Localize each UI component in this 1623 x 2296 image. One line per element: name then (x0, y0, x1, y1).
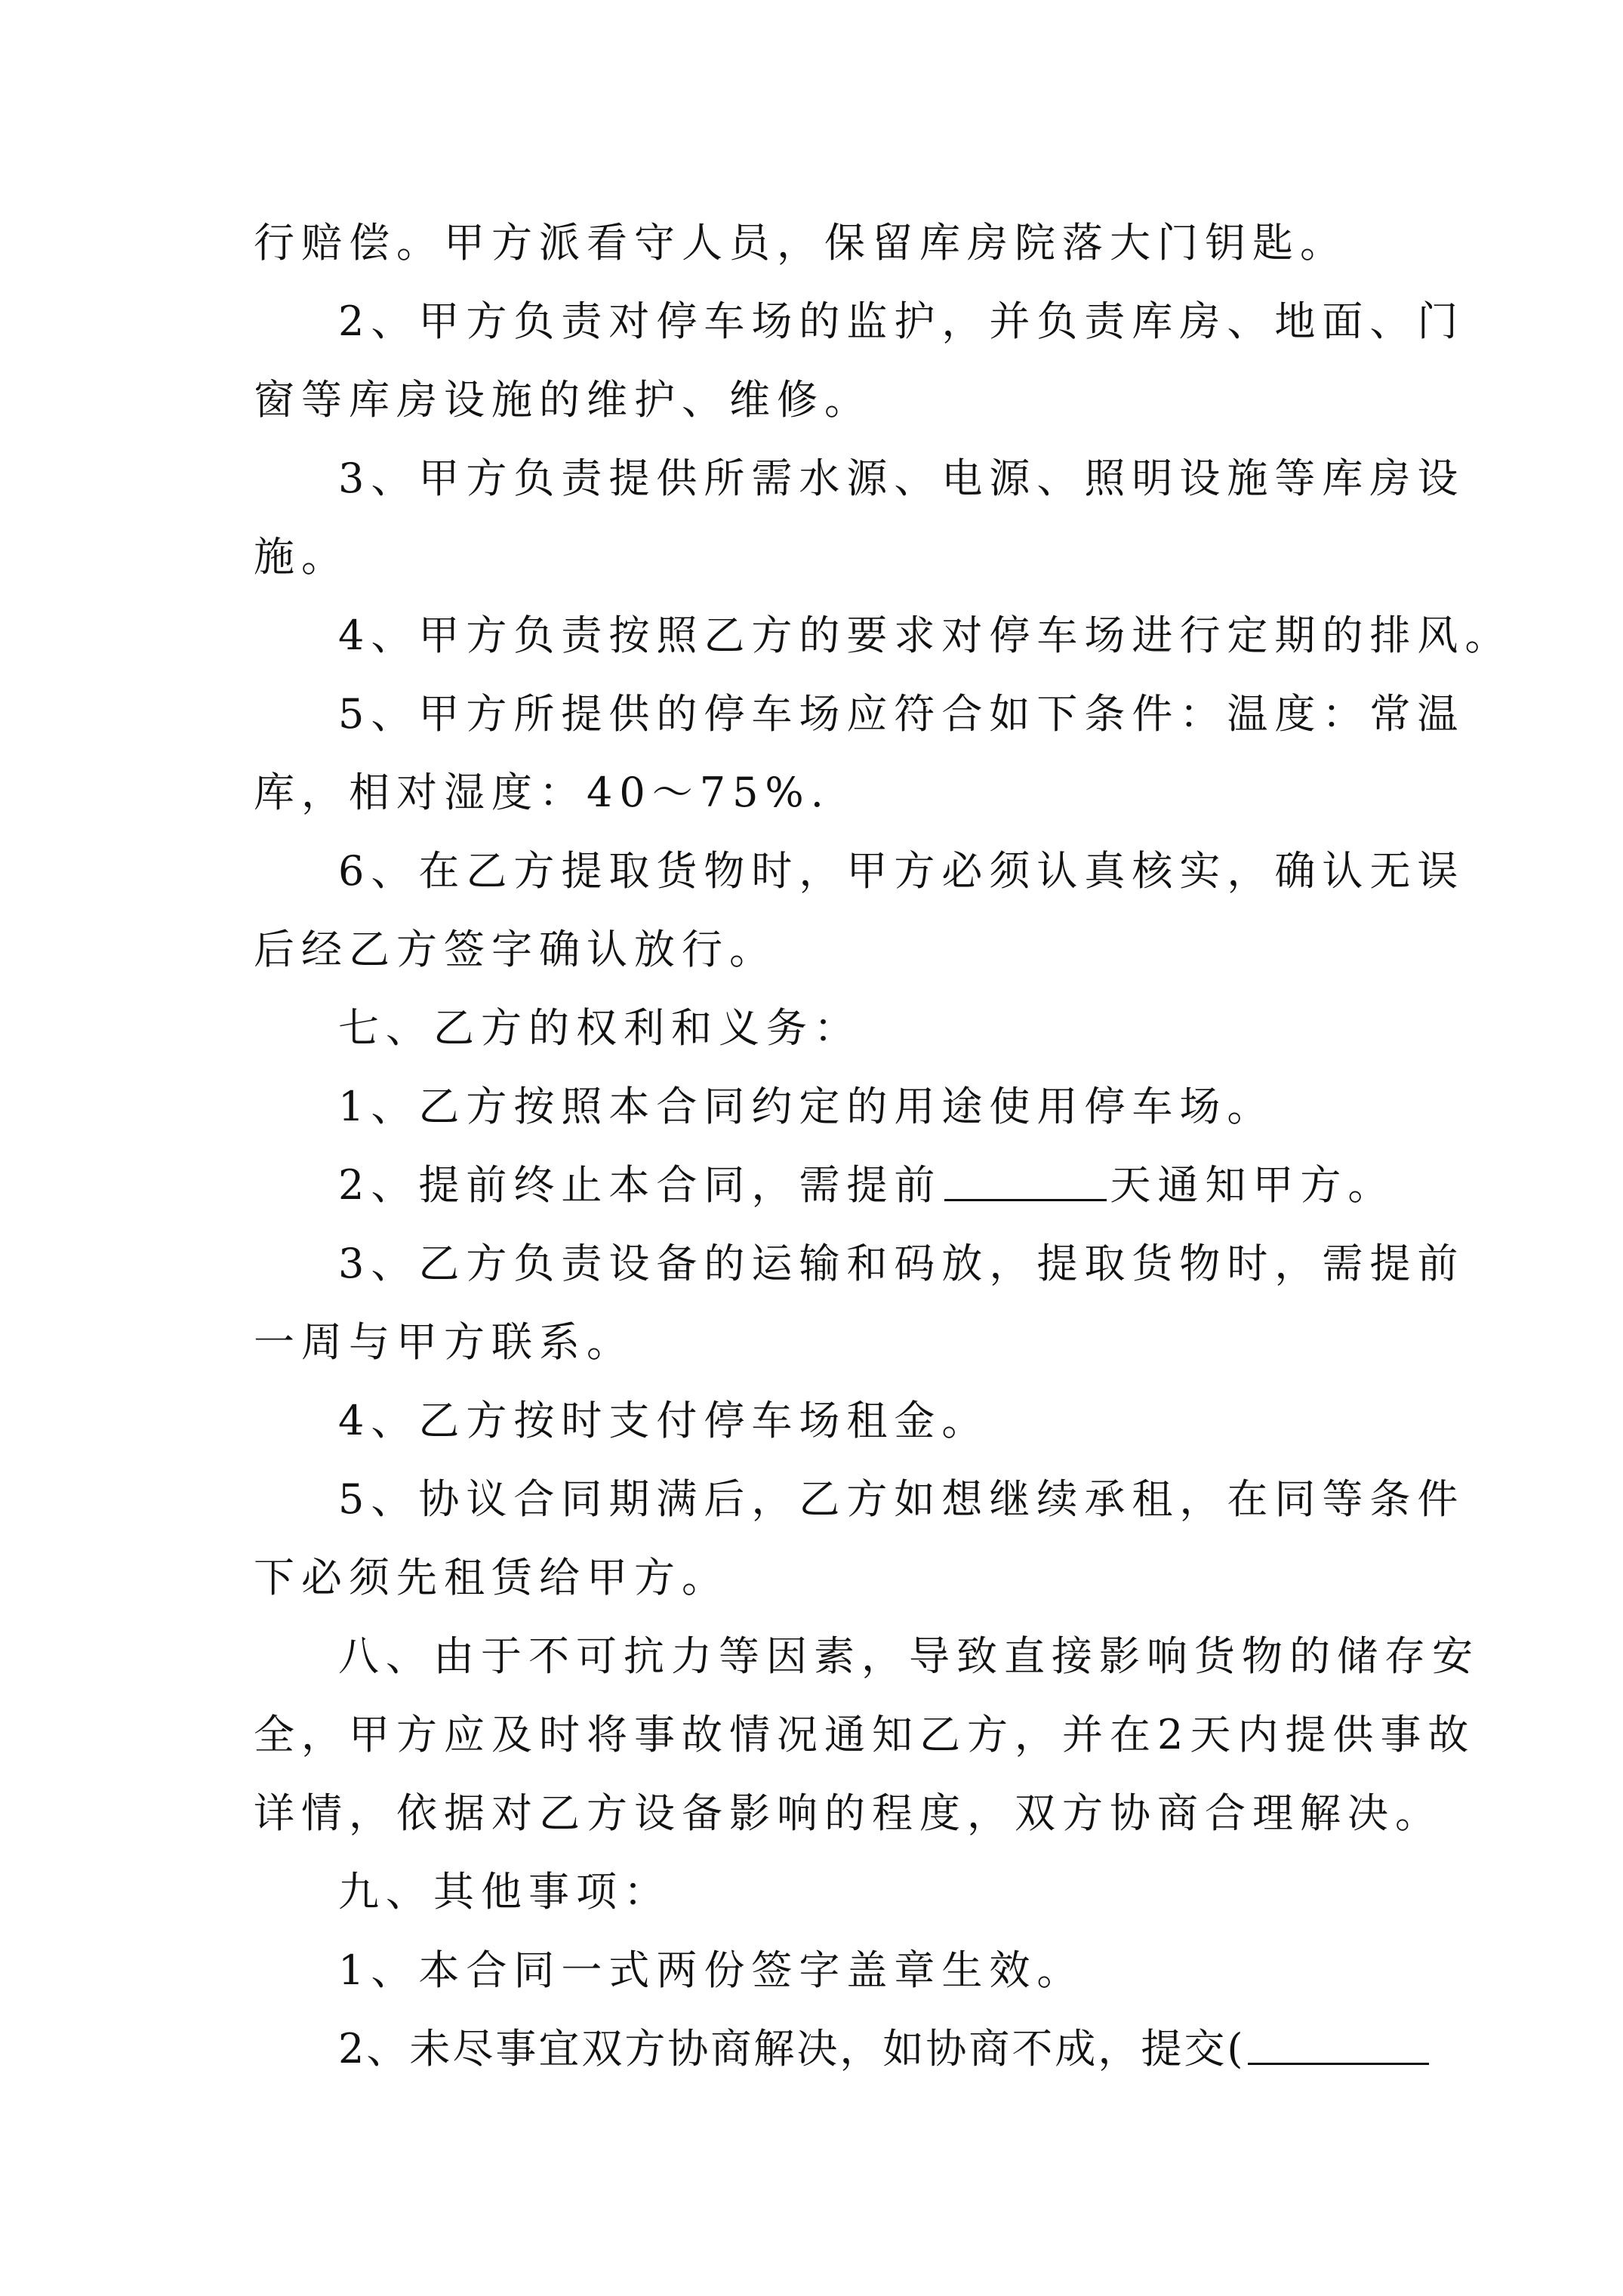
notice-period-suffix: 天通知甲方。 (1110, 1161, 1396, 1209)
paragraph-line: 3、乙方负责设备的运输和码放，提取货物时，需提前 (338, 1240, 1465, 1287)
paragraph-line: 行赔偿。甲方派看守人员，保留库房院落大门钥匙。 (254, 219, 1347, 267)
document-body (254, 204, 1513, 2088)
paragraph-line: 2、甲方负责对停车场的监护，并负责库房、地面、门 (338, 297, 1465, 345)
paragraph-line: 一周与甲方联系。 (254, 1318, 634, 1366)
paragraph-line: 3、甲方负责提供所需水源、电源、照明设施等库房设 (338, 455, 1465, 502)
paragraph-line: 窗等库房设施的维护、维修。 (254, 376, 872, 424)
arbitration-body-blank (1248, 2010, 1429, 2065)
paragraph-line: 5、协议合同期满后，乙方如想继续承租，在同等条件 (338, 1475, 1465, 1523)
section-heading: 八、由于不可抗力等因素，导致直接影响货物的储存安 (338, 1632, 1480, 1680)
paragraph-line: 5、甲方所提供的停车场应符合如下条件：温度：常温 (338, 690, 1465, 738)
paragraph-line: 库，相对湿度：40～75%. (254, 769, 830, 816)
paragraph-line: 施。 (254, 533, 349, 581)
paragraph-line: 4、甲方负责按照乙方的要求对停车场进行定期的排风。 (338, 612, 1513, 659)
paragraph-line: 1、本合同一式两份签字盖章生效。 (338, 1946, 1085, 1994)
notice-period-line (254, 1146, 1396, 1225)
paragraph-line: 全，甲方应及时将事故情况通知乙方，并在2天内提供事故 (254, 1711, 1476, 1758)
paragraph-line: 详情，依据对乙方设备影响的程度，双方协商合理解决。 (254, 1789, 1443, 1837)
section-heading: 七、乙方的权利和义务： (338, 1004, 861, 1052)
paragraph-line: 6、在乙方提取货物时，甲方必须认真核实，确认无误 (338, 847, 1465, 895)
paragraph-line: 1、乙方按照本合同约定的用途使用停车场。 (338, 1083, 1275, 1130)
section-heading: 九、其他事项： (338, 1868, 671, 1915)
dispute-resolution-line (254, 2010, 1386, 2088)
notice-days-blank (944, 1146, 1107, 1201)
dispute-resolution-prefix: 2、未尽事宜双方协商解决，如协商不成，提交( (338, 2025, 1246, 2073)
paragraph-line: 4、乙方按时支付停车场租金。 (338, 1397, 990, 1444)
notice-period-prefix: 2、提前终止本合同，需提前 (338, 1161, 942, 1209)
paragraph-line: 后经乙方签字确认放行。 (254, 926, 777, 973)
paragraph-line: 下必须先租赁给甲方。 (254, 1554, 729, 1601)
